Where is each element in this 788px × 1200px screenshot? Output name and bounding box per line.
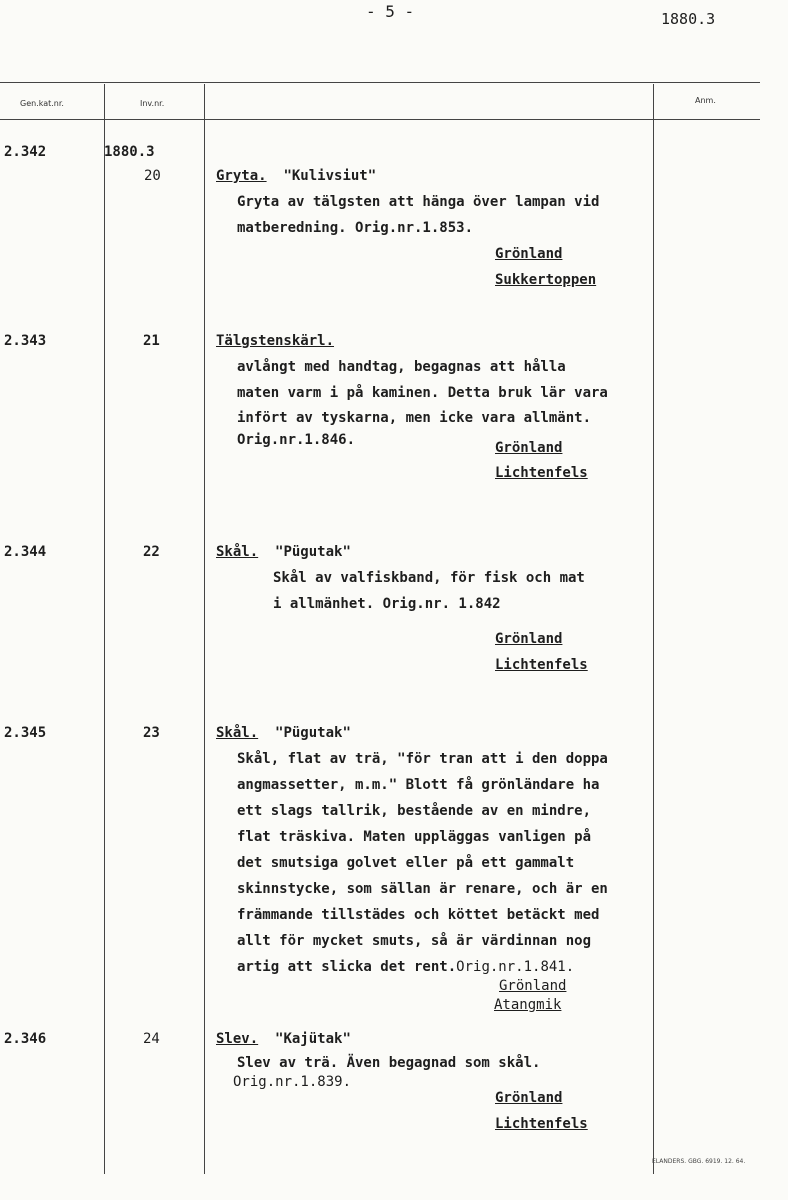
entry-title bbox=[216, 168, 376, 184]
gen-kat-nr: 2.345 bbox=[4, 725, 47, 741]
gen-kat-nr: 2.343 bbox=[4, 333, 47, 349]
description-line: Orig.nr.1.846. bbox=[237, 432, 356, 448]
entry-title bbox=[216, 333, 334, 349]
gen-kat-nr: 2.346 bbox=[4, 1031, 47, 1047]
description-line: skinnstycke, som sällan är renare, och är en bbox=[237, 881, 608, 897]
header-bottom-rule bbox=[0, 119, 760, 120]
description-line: avlångt med handtag, begagnas att hålla bbox=[237, 359, 566, 375]
header-date: 1880.3 bbox=[661, 10, 716, 28]
place: Atangmik bbox=[494, 997, 562, 1013]
description-line bbox=[237, 959, 574, 975]
object-name: Slev. bbox=[216, 1031, 259, 1047]
gen-kat-nr: 2.344 bbox=[4, 544, 47, 560]
place: Lichtenfels bbox=[495, 465, 588, 481]
inv-nr: 22 bbox=[143, 544, 160, 560]
native-name: "Pügutak" bbox=[275, 725, 351, 741]
object-name: Skål. bbox=[216, 544, 259, 560]
native-name: "Kajütak" bbox=[275, 1031, 351, 1047]
description-line: flat träskiva. Maten uppläggas vanligen på bbox=[237, 829, 592, 845]
description-line: Skål av valfiskband, för fisk och mat bbox=[273, 570, 585, 586]
place: Lichtenfels bbox=[495, 1116, 588, 1132]
orig-number: Orig.nr.1.841. bbox=[456, 959, 575, 975]
region: Grönland bbox=[495, 1090, 563, 1106]
region: Grönland bbox=[495, 631, 563, 647]
description-line: angmassetter, m.m." Blott få grönländare ha bbox=[237, 777, 600, 793]
object-name: Tälgstenskärl. bbox=[216, 333, 335, 349]
inv-nr: 23 bbox=[143, 725, 160, 741]
object-name: Gryta. bbox=[216, 168, 267, 184]
native-name: "Kulivsiut" bbox=[283, 168, 377, 184]
description-line: Gryta av tälgsten att hänga över lampan vid bbox=[237, 194, 600, 210]
printer-mark: ELANDERS. GBG. 6919. 12. 64. bbox=[652, 1158, 746, 1165]
description-line: Slev av trä. Även begagnad som skål. bbox=[237, 1055, 541, 1071]
description-line: det smutsiga golvet eller på ett gammalt bbox=[237, 855, 575, 871]
accession-year: 1880.3 bbox=[104, 144, 155, 160]
column-header-inv-nr: Inv.nr. bbox=[140, 99, 165, 108]
description-line: Orig.nr.1.839. bbox=[233, 1074, 352, 1090]
column-header-anm: Anm. bbox=[695, 96, 716, 105]
place: Sukkertoppen bbox=[495, 272, 597, 288]
divider-gen-inv bbox=[104, 84, 105, 1174]
inv-nr: 24 bbox=[143, 1031, 160, 1047]
description-line: främmande tillstädes och köttet betäckt med bbox=[237, 907, 600, 923]
region: Grönland bbox=[495, 246, 563, 262]
entry-title bbox=[216, 725, 351, 741]
description-line: allt för mycket smuts, så är värdinnan nog bbox=[237, 933, 592, 949]
object-name: Skål. bbox=[216, 725, 259, 741]
divider-desc-anm bbox=[653, 84, 654, 1174]
description-line: matberedning. Orig.nr.1.853. bbox=[237, 220, 474, 236]
divider-inv-desc bbox=[204, 84, 205, 1174]
description-text: artig att slicka det rent. bbox=[237, 959, 457, 975]
inv-nr: 21 bbox=[143, 333, 160, 349]
native-name: "Pügutak" bbox=[275, 544, 351, 560]
place: Lichtenfels bbox=[495, 657, 588, 673]
page-number: - 5 - bbox=[366, 2, 415, 21]
description-line: ett slags tallrik, bestående av en mindre, bbox=[237, 803, 592, 819]
gen-kat-nr: 2.342 bbox=[4, 144, 47, 160]
header-top-rule bbox=[0, 82, 760, 83]
entry-title bbox=[216, 1031, 351, 1047]
region: Grönland bbox=[495, 440, 563, 456]
entry-title bbox=[216, 544, 351, 560]
description-line: maten varm i på kaminen. Detta bruk lär vara bbox=[237, 385, 608, 401]
description-line: Skål, flat av trä, "för tran att i den doppa bbox=[237, 751, 608, 767]
column-header-gen-kat-nr: Gen.kat.nr. bbox=[20, 99, 64, 108]
description-line: i allmänhet. Orig.nr. 1.842 bbox=[273, 596, 501, 612]
inv-nr: 20 bbox=[144, 168, 161, 184]
region: Grönland bbox=[499, 978, 567, 994]
description-line: infört av tyskarna, men icke vara allmänt. bbox=[237, 410, 592, 426]
